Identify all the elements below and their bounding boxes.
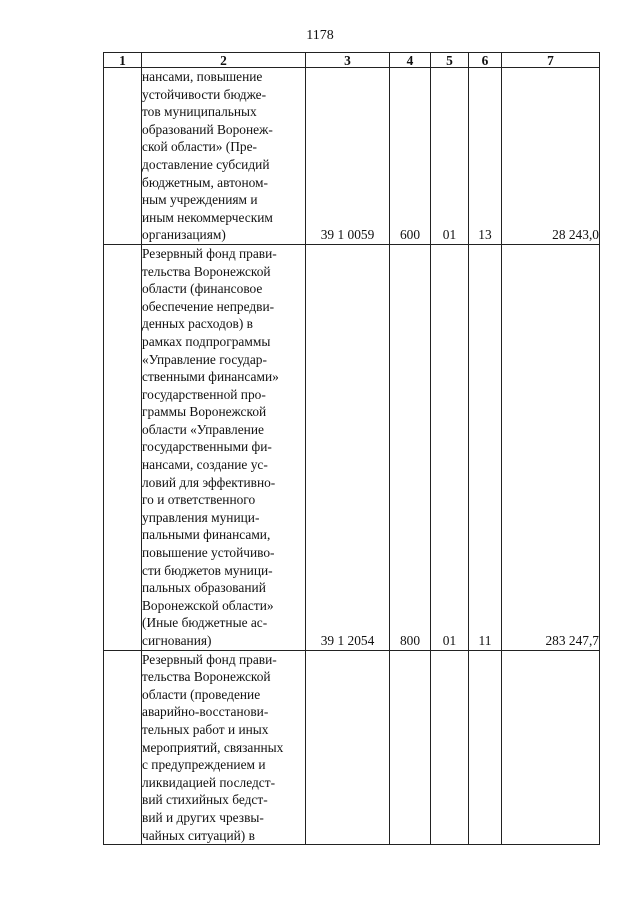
row-name-line: повышение устойчиво- (142, 545, 275, 561)
row-section-cell: 01 (431, 244, 469, 650)
row-name-line: государственной про- (142, 386, 266, 402)
row-name-line: образований Воронеж- (142, 121, 273, 137)
table-row (104, 244, 600, 650)
row-code-cell: 39 1 0059 (306, 68, 390, 245)
row-name-line: тельных работ и иных (142, 721, 269, 737)
row-name-line: денных расходов) в (142, 316, 253, 332)
row-name-line: сти бюджетов муници- (142, 562, 273, 578)
row-col-1 (104, 68, 142, 245)
row-name-line: области (финансовое (142, 281, 263, 297)
budget-table (103, 52, 600, 845)
row-section-cell (431, 650, 469, 845)
row-name-line: ным учреждениям и (142, 192, 258, 208)
row-name-line: ственными финансами» (142, 369, 279, 385)
page-number: 1178 (306, 28, 334, 43)
table-row (104, 650, 600, 845)
row-col-1 (104, 650, 142, 845)
row-name-line: иным некоммерческим (142, 209, 273, 225)
row-name-line: «Управление государ- (142, 351, 267, 367)
row-name-line: тельства Воронежской (142, 263, 271, 279)
header-col-3: 3 (306, 53, 390, 68)
row-code-cell (306, 650, 390, 845)
header-col-7: 7 (502, 53, 600, 68)
row-name-line: организациям) (142, 227, 226, 243)
row-type-cell: 800 (390, 244, 431, 650)
row-name-line: го и ответственного (142, 492, 256, 508)
row-name-line: Воронежской области» (142, 597, 274, 613)
row-name-line: пальных образований (142, 580, 266, 596)
row-name-cell (142, 244, 306, 650)
header-col-5: 5 (431, 53, 469, 68)
row-name-line: ской области» (Пре- (142, 139, 258, 155)
row-name-line: граммы Воронежской (142, 404, 267, 420)
row-name-line: управления муници- (142, 509, 260, 525)
row-section-cell: 01 (431, 68, 469, 245)
header-col-1: 1 (104, 53, 142, 68)
row-name-line: доставление субсидий (142, 156, 270, 172)
header-col-6: 6 (469, 53, 502, 68)
row-type-cell: 600 (390, 68, 431, 245)
row-name-line: нансами, повышение (142, 69, 263, 84)
row-name-line: Резервный фонд прави- (142, 651, 277, 667)
row-name-line: мероприятий, связанных (142, 739, 284, 755)
row-subsection-cell: 11 (469, 244, 502, 650)
row-code-cell: 39 1 2054 (306, 244, 390, 650)
row-subsection-cell (469, 650, 502, 845)
row-name-line: устойчивости бюдже- (142, 86, 267, 102)
header-col-2: 2 (142, 53, 306, 68)
row-name-line: сигнования) (142, 633, 212, 648)
header-col-4: 4 (390, 53, 431, 68)
row-name-line: области (проведение (142, 686, 261, 702)
row-name-cell (142, 650, 306, 845)
row-name-line: тов муниципальных (142, 104, 257, 120)
row-name-line: вий стихийных бедст- (142, 792, 268, 808)
row-name-line: вий и других чрезвы- (142, 809, 264, 825)
row-name-line: с предупреждением и (142, 757, 266, 773)
row-name-line: нансами, создание ус- (142, 457, 268, 473)
row-name-line: тельства Воронежской (142, 669, 271, 685)
row-amount-cell: 28 243,0 (502, 68, 600, 245)
row-name-line: государственными фи- (142, 439, 272, 455)
row-name-line: Резервный фонд прави- (142, 245, 277, 261)
row-name-line: пальными финансами, (142, 527, 271, 543)
row-name-cell (142, 68, 306, 245)
row-amount-cell: 283 247,7 (502, 244, 600, 650)
row-name-line: (Иные бюджетные ас- (142, 615, 268, 631)
row-subsection-cell: 13 (469, 68, 502, 245)
row-name-line: аварийно-восстанови- (142, 704, 269, 720)
row-amount-cell (502, 650, 600, 845)
table-header-row (104, 53, 600, 68)
row-name-line: обеспечение непредви- (142, 298, 275, 314)
row-type-cell (390, 650, 431, 845)
row-name-line: бюджетным, автоном- (142, 174, 268, 190)
table-row (104, 68, 600, 245)
row-name-line: ликвидацией последст- (142, 774, 276, 790)
row-name-line: рамках подпрограммы (142, 333, 271, 349)
row-name-line: чайных ситуаций) в (142, 827, 255, 843)
row-name-line: ловий для эффективно- (142, 474, 276, 490)
row-name-line: области «Управление (142, 421, 264, 437)
row-col-1 (104, 244, 142, 650)
